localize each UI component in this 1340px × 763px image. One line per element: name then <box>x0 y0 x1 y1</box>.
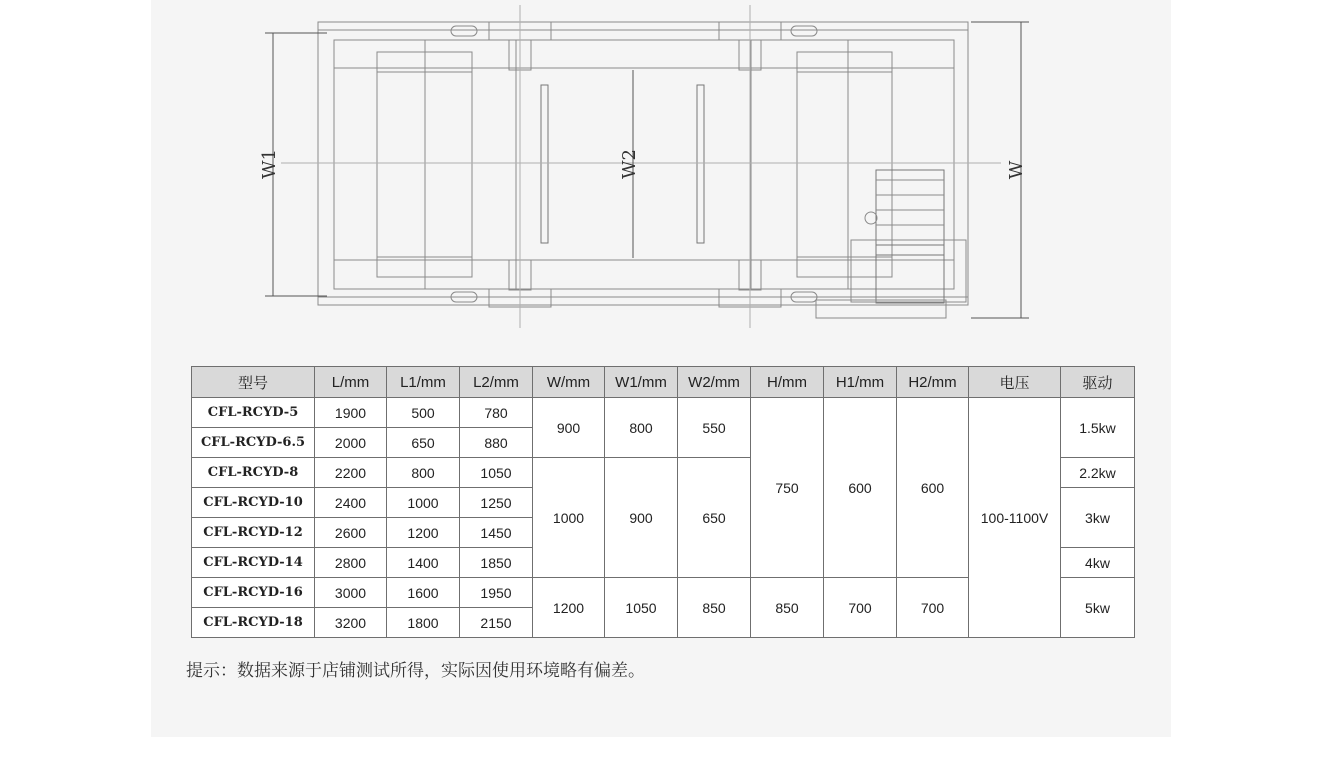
header-h2: H2/mm <box>897 367 969 398</box>
w2-label: W2 <box>619 149 640 179</box>
drive-cell: 4kw <box>1061 548 1135 578</box>
header-w1: W1/mm <box>605 367 678 398</box>
l2-cell: 1950 <box>460 578 533 608</box>
l-cell: 2000 <box>315 428 387 458</box>
data-source-note: 提示：数据来源于店铺测试所得，实际因使用环境略有偏差。 <box>186 661 645 681</box>
l1-cell: 800 <box>387 458 460 488</box>
header-model: 型号 <box>192 367 315 398</box>
w1-cell: 900 <box>605 458 678 578</box>
model-cell: CFL-RCYD-18 <box>192 608 315 638</box>
w1-cell: 800 <box>605 398 678 458</box>
frame-inner <box>334 40 954 289</box>
w1-label: W1 <box>259 149 280 179</box>
l-cell: 2200 <box>315 458 387 488</box>
l-cell: 2400 <box>315 488 387 518</box>
voltage-cell: 100-1100V <box>969 398 1061 638</box>
l1-cell: 1000 <box>387 488 460 518</box>
header-l2: L2/mm <box>460 367 533 398</box>
l1-cell: 650 <box>387 428 460 458</box>
model-cell: CFL-RCYD-10 <box>192 488 315 518</box>
w-cell: 1000 <box>533 458 605 578</box>
drive-cell: 1.5kw <box>1061 398 1135 458</box>
model-cell: CFL-RCYD-6.5 <box>192 428 315 458</box>
header-l: L/mm <box>315 367 387 398</box>
w-label: W <box>1006 160 1027 180</box>
header-w2: W2/mm <box>678 367 751 398</box>
h-cell: 850 <box>751 578 824 638</box>
header-w: W/mm <box>533 367 605 398</box>
technical-drawing <box>151 0 1171 340</box>
header-voltage: 电压 <box>969 367 1061 398</box>
l1-cell: 500 <box>387 398 460 428</box>
l1-cell: 1600 <box>387 578 460 608</box>
l2-cell: 1050 <box>460 458 533 488</box>
w2-cell: 550 <box>678 398 751 458</box>
l-cell: 1900 <box>315 398 387 428</box>
header-h: H/mm <box>751 367 824 398</box>
l-cell: 2800 <box>315 548 387 578</box>
header-h1: H1/mm <box>824 367 897 398</box>
h2-cell: 600 <box>897 398 969 578</box>
w1-cell: 1050 <box>605 578 678 638</box>
h2-cell: 700 <box>897 578 969 638</box>
w2-cell: 850 <box>678 578 751 638</box>
h1-cell: 700 <box>824 578 897 638</box>
drive-cell: 5kw <box>1061 578 1135 638</box>
w-cell: 1200 <box>533 578 605 638</box>
l-cell: 3000 <box>315 578 387 608</box>
drive-cell: 2.2kw <box>1061 458 1135 488</box>
h-cell: 750 <box>751 398 824 578</box>
w-cell: 900 <box>533 398 605 458</box>
l-cell: 2600 <box>315 518 387 548</box>
model-cell: CFL-RCYD-5 <box>192 398 315 428</box>
header-drive: 驱动 <box>1061 367 1135 398</box>
h1-cell: 600 <box>824 398 897 578</box>
model-cell: CFL-RCYD-14 <box>192 548 315 578</box>
l1-cell: 1800 <box>387 608 460 638</box>
table-row <box>192 398 1135 428</box>
l2-cell: 2150 <box>460 608 533 638</box>
l2-cell: 1450 <box>460 518 533 548</box>
header-l1: L1/mm <box>387 367 460 398</box>
spec-table <box>191 366 1135 638</box>
l1-cell: 1200 <box>387 518 460 548</box>
l2-cell: 1850 <box>460 548 533 578</box>
model-cell: CFL-RCYD-12 <box>192 518 315 548</box>
drive-cell: 3kw <box>1061 488 1135 548</box>
l2-cell: 780 <box>460 398 533 428</box>
model-cell: CFL-RCYD-8 <box>192 458 315 488</box>
w2-cell: 650 <box>678 458 751 578</box>
l2-cell: 880 <box>460 428 533 458</box>
conveyor-plan-view <box>151 0 1171 340</box>
l-cell: 3200 <box>315 608 387 638</box>
model-cell: CFL-RCYD-16 <box>192 578 315 608</box>
l1-cell: 1400 <box>387 548 460 578</box>
l2-cell: 1250 <box>460 488 533 518</box>
table-header-row <box>192 367 1135 398</box>
